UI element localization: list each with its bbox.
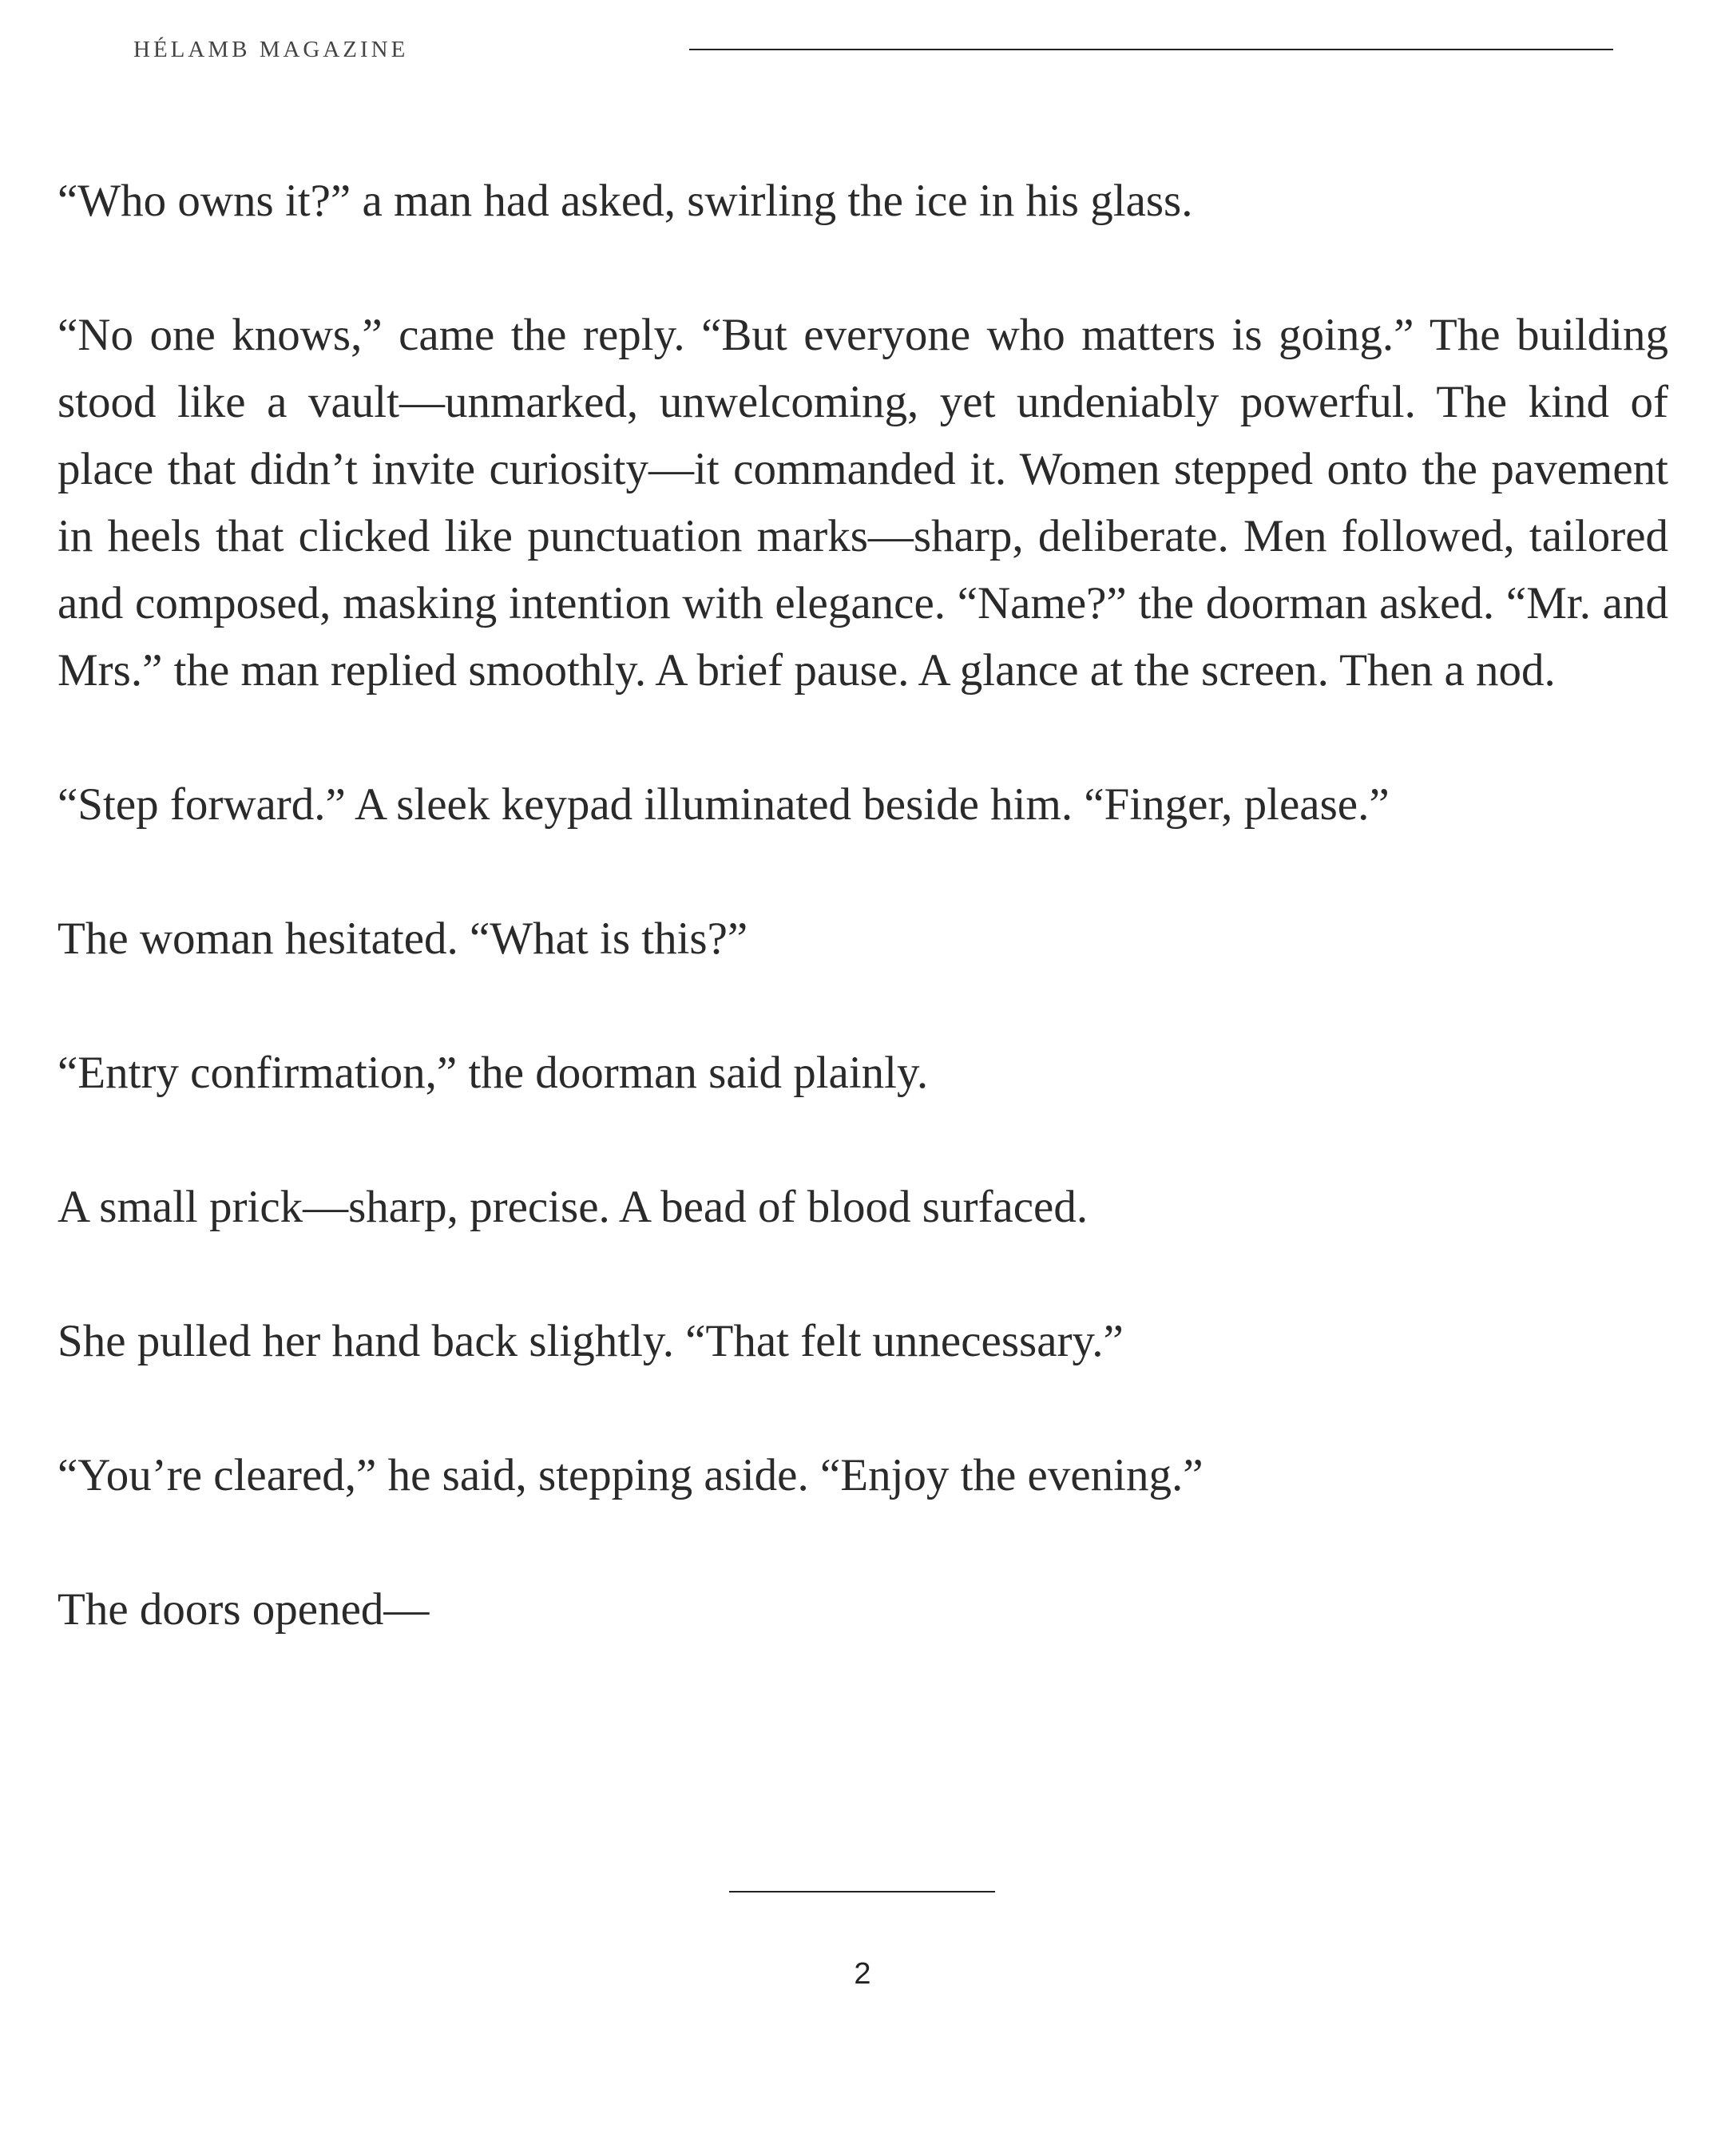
header-divider <box>689 49 1613 50</box>
paragraph: “No one knows,” came the reply. “But everyone who matters is going.” The building stood like a vault—unmarked, unwelcoming, yet undeniably powerful. The kind of place that didn’t invite curiosity—it commanded it. Women stepped onto the pavement in heels that clicked like punctuation marks—sharp, deliberate. Men followed, tailored and composed, masking intention with elegance. “Name?” the doorman asked. “Mr. and Mrs.” the man replied smoothly. A brief pause. A glance at the screen. Then a nod. <box>58 310 1668 696</box>
page-number: 2 <box>854 1957 871 1991</box>
paragraph: The woman hesitated. “What is this?” <box>58 914 748 964</box>
masthead-title: HÉLAMB MAGAZINE <box>133 37 409 62</box>
page-header <box>133 35 1613 64</box>
article-body <box>58 168 1668 1710</box>
footer-divider <box>729 1891 995 1892</box>
paragraph: “You’re cleared,” he said, stepping aside. “Enjoy the evening.” <box>58 1450 1204 1500</box>
paragraph: The doors opened— <box>58 1584 430 1635</box>
paragraph: “Who owns it?” a man had asked, swirling the ice in his glass. <box>58 176 1193 226</box>
paragraph: “Step forward.” A sleek keypad illuminated beside him. “Finger, please.” <box>58 779 1390 830</box>
paragraph: “Entry confirmation,” the doorman said plainly. <box>58 1048 929 1098</box>
paragraph: A small prick—sharp, precise. A bead of blood surfaced. <box>58 1182 1089 1232</box>
paragraph: She pulled her hand back slightly. “That felt unnecessary.” <box>58 1316 1124 1366</box>
